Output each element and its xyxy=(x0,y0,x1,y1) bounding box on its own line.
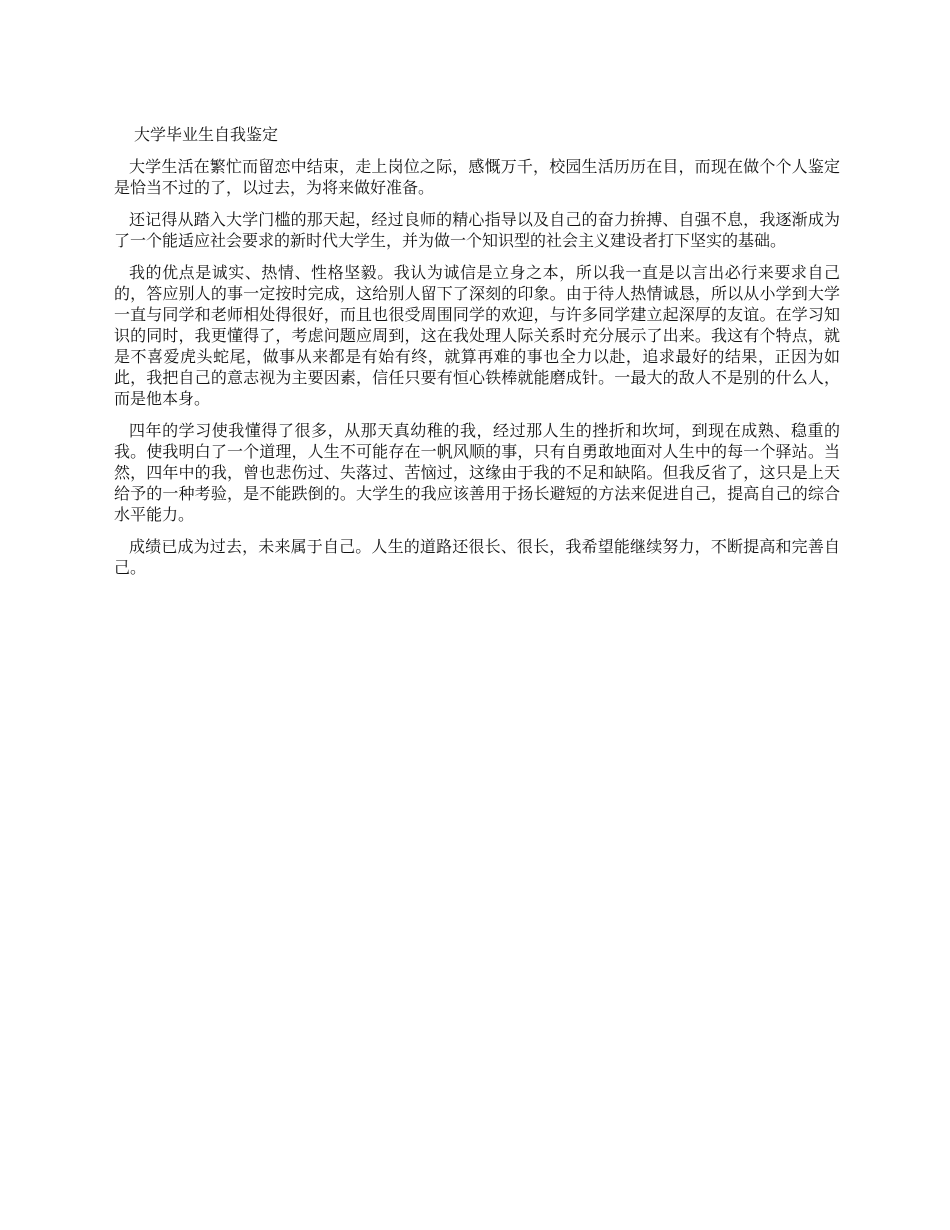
paragraph-1: 大学生活在繁忙而留恋中结束，走上岗位之际，感慨万千，校园生活历历在目，而现在做个个人鉴定是恰当不过的了，以过去，为将来做好准备。 xyxy=(114,157,840,197)
document-page xyxy=(114,124,840,589)
paragraph-4: 四年的学习使我懂得了很多，从那天真幼稚的我，经过那人生的挫折和坎坷，到现在成熟、稳重的我。使我明白了一个道理，人生不可能存在一帆风顺的事，只有自勇敢地面对人生中的每一个驿站。当然，四年中的我，曾也悲伤过、失落过、苦恼过，这缘由于我的不足和缺陷。但我反省了，这只是上天给予的一种考验，是不能跌倒的。大学生的我应该善用于扬长避短的方法来促进自己，提高自己的综合水平能力。 xyxy=(114,421,840,524)
paragraph-3: 我的优点是诚实、热情、性格坚毅。我认为诚信是立身之本，所以我一直是以言出必行来要求自己的，答应别人的事一定按时完成，这给别人留下了深刻的印象。由于待人热情诚恳，所以从小学到大学一直与同学和老师相处得很好，而且也很受周围同学的欢迎，与许多同学建立起深厚的友谊。在学习知识的同时，我更懂得了，考虑问题应周到，这在我处理人际关系时充分展示了出来。我这有个特点，就是不喜爱虎头蛇尾，做事从来都是有始有终，就算再难的事也全力以赴，追求最好的结果，正因为如此，我把自己的意志视为主要因素，信任只要有恒心铁棒就能磨成针。一最大的敌人不是别的什么人，而是他本身。 xyxy=(114,263,840,408)
document-title: 大学毕业生自我鉴定 xyxy=(134,125,279,144)
paragraph-2: 还记得从踏入大学门槛的那天起，经过良师的精心指导以及自己的奋力拚搏、自强不息，我逐渐成为了一个能适应社会要求的新时代大学生，并为做一个知识型的社会主义建设者打下坚实的基础。 xyxy=(114,210,840,250)
paragraph-5: 成绩已成为过去，未来属于自己。人生的道路还很长、很长，我希望能继续努力，不断提高和完善自己。 xyxy=(114,537,840,577)
